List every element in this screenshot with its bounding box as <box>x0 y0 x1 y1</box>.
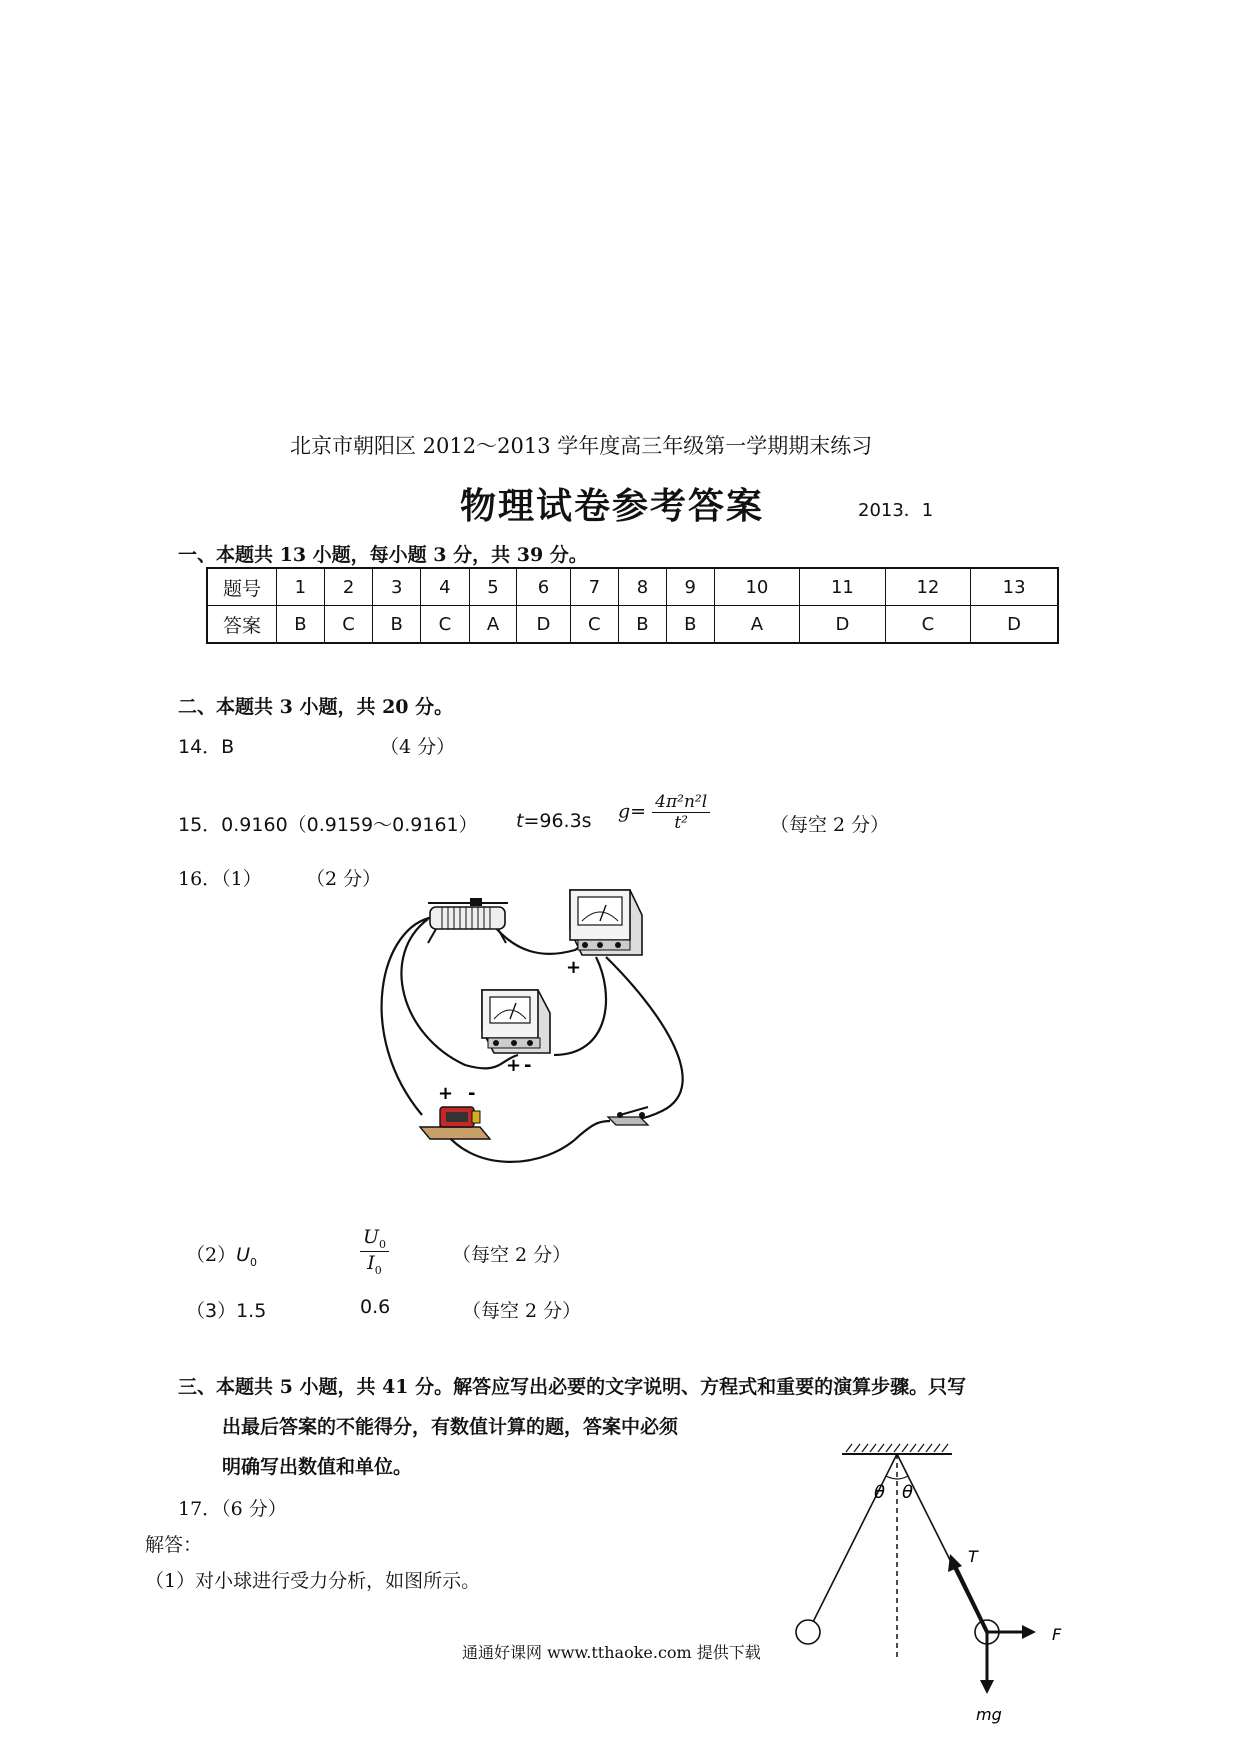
q16-part2-fraction <box>360 1226 389 1277</box>
q16-part2-label: （2） <box>186 1244 237 1266</box>
section3-heading-line2: 出最后答案的不能得分，有数值计算的题，答案中必须 <box>222 1416 679 1438</box>
q16-ratio-numerator <box>360 1226 389 1252</box>
question-number: 7 <box>570 568 619 606</box>
question-number: 6 <box>517 568 570 606</box>
q16-part1-score: （2 分） <box>306 868 382 890</box>
left-ball-icon <box>796 1620 820 1644</box>
q16-part2-score: （每空 2 分） <box>452 1244 572 1266</box>
section1-heading: 一、本题共 13 小题，每小题 3 分，共 39 分。 <box>178 544 588 566</box>
section3-heading-line1: 三、本题共 5 小题，共 41 分。解答应写出必要的文字说明、方程式和重要的演算步骤。只写 <box>178 1376 967 1398</box>
section3-heading-line3: 明确写出数值和单位。 <box>222 1456 413 1478</box>
voltmeter-minus-label: - <box>524 1055 532 1076</box>
answer-cell: B <box>277 606 325 644</box>
question-number: 10 <box>714 568 800 606</box>
answer-cell: C <box>324 606 373 644</box>
wire-ammeter-switch <box>606 957 683 1121</box>
q17-part1: （1）对小球进行受力分析，如图所示。 <box>145 1570 481 1592</box>
ammeter-plus-label: + <box>566 957 582 978</box>
battery-plus-label: + <box>438 1083 454 1104</box>
question-number: 13 <box>971 568 1058 606</box>
q16-num-var: U <box>363 1226 380 1248</box>
table-row-answers <box>207 606 1058 644</box>
q16-den-var: I <box>367 1251 375 1274</box>
answer-cell: B <box>666 606 714 644</box>
q15-score: （每空 2 分） <box>770 814 890 836</box>
wire-rheostat-battery <box>382 917 434 1115</box>
answer-cell: A <box>714 606 800 644</box>
q15-formula <box>618 792 710 833</box>
question-number: 8 <box>619 568 667 606</box>
voltmeter-icon <box>482 990 550 1053</box>
answer-cell: C <box>421 606 470 644</box>
ceiling-icon <box>842 1444 952 1454</box>
question-number: 4 <box>421 568 470 606</box>
row-label-question: 题号 <box>207 568 277 606</box>
row-label-answer: 答案 <box>207 606 277 644</box>
theta-right-label: θ <box>902 1482 914 1503</box>
question-number: 3 <box>373 568 421 606</box>
circuit-diagram <box>370 885 750 1185</box>
footer-watermark: 通通好课网 www.tthaoke.com 提供下载 <box>462 1643 761 1662</box>
battery-icon <box>420 1107 490 1139</box>
weight-label: mg <box>976 1705 1002 1724</box>
rheostat-icon <box>428 898 508 943</box>
q15-numerator: 4π²n²l <box>652 792 710 813</box>
answer-table <box>206 567 1059 644</box>
answer-cell: D <box>517 606 570 644</box>
q15-t-value: =96.3s <box>523 810 592 832</box>
q16-part3-value: 0.6 <box>360 1296 391 1318</box>
q17-heading: 17．（6 分） <box>178 1498 287 1520</box>
question-number: 1 <box>277 568 325 606</box>
force-label: F <box>1052 1625 1062 1644</box>
question-number: 12 <box>885 568 971 606</box>
answer-cell: A <box>469 606 517 644</box>
q16-den-sub: 0 <box>374 1263 382 1277</box>
table-row-questions <box>207 568 1058 606</box>
exam-subtitle: 北京市朝阳区 2012～2013 学年度高三年级第一学期期末练习 <box>290 434 873 458</box>
answer-cell: D <box>971 606 1058 644</box>
q14-score: （4 分） <box>380 736 456 758</box>
q16-part2 <box>186 1240 257 1269</box>
switch-icon <box>608 1107 648 1125</box>
tension-label: T <box>968 1547 978 1566</box>
q15-denominator: t² <box>674 813 688 833</box>
tension-arrow <box>955 1566 987 1632</box>
section2-heading: 二、本题共 3 小题，共 20 分。 <box>178 696 454 718</box>
answer-cell: B <box>619 606 667 644</box>
q16-part3-score: （每空 2 分） <box>462 1300 582 1322</box>
q15-t-var: t <box>516 810 524 832</box>
question-number: 9 <box>666 568 714 606</box>
force-arrowhead <box>1022 1625 1036 1639</box>
q16-part2-u: U <box>236 1244 251 1266</box>
q16-ratio <box>360 1226 389 1277</box>
q15-period <box>516 810 592 832</box>
page-title: 物理试卷参考答案 <box>460 485 765 527</box>
voltmeter-plus-label: + <box>506 1055 522 1076</box>
left-string <box>812 1454 897 1624</box>
exam-date: 2013．1 <box>858 500 934 521</box>
answer-cell: B <box>373 606 421 644</box>
question-number: 2 <box>324 568 373 606</box>
answer-cell: C <box>885 606 971 644</box>
q16-part2-u-sub: 0 <box>250 1255 258 1269</box>
force-diagram <box>780 1436 1080 1736</box>
answer-cell: D <box>800 606 886 644</box>
q16-ratio-denominator <box>360 1252 389 1277</box>
q15-fraction <box>652 792 710 833</box>
weight-arrowhead <box>980 1680 994 1694</box>
q16-part3: （3）1.5 <box>186 1300 267 1322</box>
battery-minus-label: - <box>468 1083 476 1104</box>
ammeter-icon <box>570 890 642 955</box>
q16-part1: 16．（1） <box>178 868 262 890</box>
question-number: 5 <box>469 568 517 606</box>
q14-answer: 14．B <box>178 736 235 758</box>
answer-cell: C <box>570 606 619 644</box>
q16-num-sub: 0 <box>379 1237 387 1251</box>
q15-equals: = <box>630 800 647 823</box>
q15-g-var: g <box>618 800 631 823</box>
theta-left-label: θ <box>874 1482 886 1503</box>
q17-answer-label: 解答： <box>145 1534 203 1556</box>
q15-answer: 15．0.9160（0.9159～0.9161） <box>178 814 478 836</box>
question-number: 11 <box>800 568 886 606</box>
